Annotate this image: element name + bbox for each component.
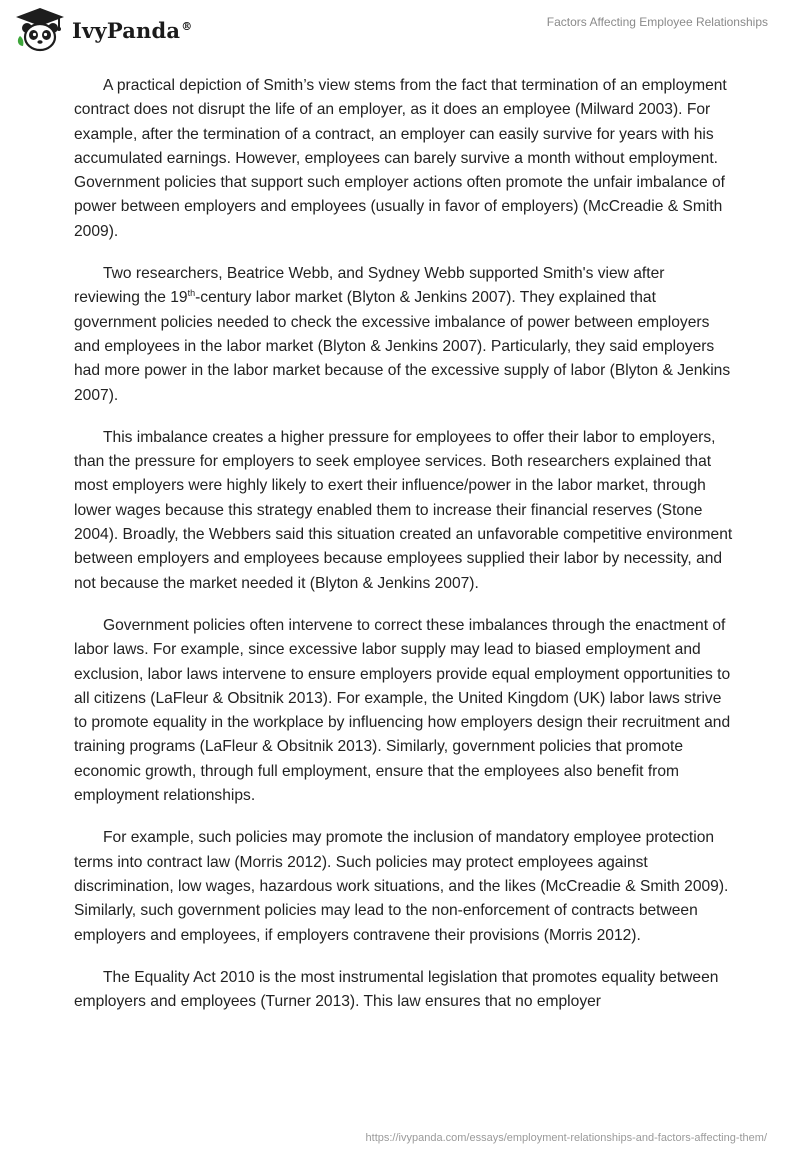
essay-body [74, 74, 734, 1032]
brand-name: IvyPanda® [72, 17, 193, 43]
paragraph-2: Two researchers, Beatrice Webb, and Sydney Webb supported Smith's view after reviewing the 19th-century labor market (Blyton & Jenkins 2007). They explained that government policies needed to check the excessive imbalance of power between employers and employees in the labor market (Blyton & Jenkins 2007). Particularly, they said employers had more power in the labor market because of the excessive supply of labor (Blyton & Jenkins 2007). [74, 265, 731, 404]
paragraph-3: This imbalance creates a higher pressure for employees to offer their labor to employers, than the pressure for employers to seek employee services. Both researchers explained that most employers were highly likely to exert their influence/power in the labor market, through lower wages because this strategy enabled them to increase their financial reserves (Stone 2004). Broadly, the Webbers said this situation created an unfavorable competitive environment between employers and employees because employees supplied their labor by necessity, and not because the market needed it (Blyton & Jenkins 2007). [74, 428, 733, 592]
document-title: Factors Affecting Employee Relationships [546, 15, 768, 29]
ordinal-superscript: th [187, 288, 196, 299]
paragraph-4: Government policies often intervene to correct these imbalances through the enactment of labor laws. For example, since excessive labor supply may lead to biased employment and exclusion, labor laws intervene to ensure employers provide equal employment opportunities to all citizens (LaFleur & Obsitnik 2013). For example, the United Kingdom (UK) labor laws strive to promote equality in the workplace by influencing how employers design their recruitment and training programs (LaFleur & Obsitnik 2013). Similarly, government policies that promote economic growth, through full employment, ensure that the employees also benefit from employment relationships. [74, 616, 731, 805]
paragraph-1: A practical depiction of Smith’s view stems from the fact that termination of an employment contract does not disrupt the life of an employer, as it does an employee (Milward 2003). For example, after the termination of a contract, an employer can easily survive for years with his accumulated earnings. However, employees can barely survive a month without employment. Government policies that support such employer actions often promote the unfair imbalance of power between employers and employees (usually in favor of employers) (McCreadie & Smith 2009). [74, 77, 727, 240]
ivypanda-logo[interactable] [14, 6, 192, 52]
panda-graduate-icon [14, 6, 66, 52]
paragraph-6: The Equality Act 2010 is the most instrumental legislation that promotes equality between employers and employees (Turner 2013). This law ensures that no employer [74, 968, 719, 1011]
paragraph-5: For example, such policies may promote the inclusion of mandatory employee protection terms into contract law (Morris 2012). Such policies may protect employees against discrimination, low wages, hazardous work situations, and the likes (McCreadie & Smith 2009). Similarly, such government policies may lead to the non-enforcement of contracts between employers and employees, if employers contravene their provisions (Morris 2012). [74, 829, 729, 944]
source-url[interactable]: https://ivypanda.com/essays/employment-relationships-and-factors-affecting-them/ [365, 1132, 767, 1144]
page-header [0, 0, 800, 70]
